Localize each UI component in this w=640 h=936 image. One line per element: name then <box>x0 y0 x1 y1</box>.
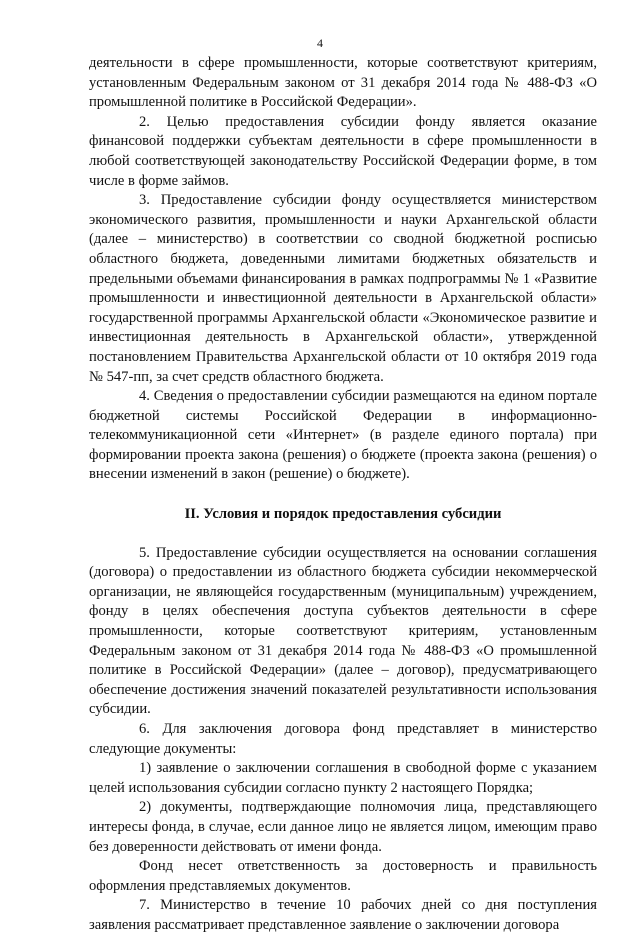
paragraph-responsibility: Фонд несет ответственность за достоверность и правильность оформления представляемых документов. <box>89 858 597 894</box>
paragraph-7: 7. Министерство в течение 10 рабочих дней со дня поступления заявления рассматривает представленное заявление о заключении договора <box>89 897 597 933</box>
paragraph-5: 5. Предоставление субсидии осуществляется на основании соглашения (договора) о предоставлении из областного бюджета субсидии некоммерческой организации, не являющейся государственным (муниципальным) учреждением, фонду в целях обеспечения доступа субъектов деятельности в сфере промышленности, которые соответствуют критериям, установленным Федеральным законом от 31 декабря 2014 года № 488-ФЗ «О промышленной политике в Российской Федерации» (далее – договор), предусматривающего обеспечение достижения значений показателей результативности использования субсидии. <box>89 544 597 718</box>
paragraph-4: 4. Сведения о предоставлении субсидии размещаются на едином портале бюджетной системы Российской Федерации в информационно-телекоммуникационной сети «Интернет» (в разделе единого портала) при формировании проекта закона (решения) о бюджете (проекта закона (решения) о внесении изменений в закон (решение) о бюджете). <box>89 388 597 483</box>
page-number: 4 <box>317 36 323 50</box>
paragraph-6-item-2: 2) документы, подтверждающие полномочия лица, представляющего интересы фонда, в случае, если данное лицо не является лицом, имеющим право без доверенности действовать от имени фонда. <box>89 799 597 855</box>
paragraph-3: 3. Предоставление субсидии фонду осуществляется министерством экономического развития, промышленности и науки Архангельской области (далее – министерство) в соответствии со сводной бюджетной росписью областного бюджета, доведенными лимитами бюджетных обязательств и предельными объемами финансирования в рамках подпрограммы № 1 «Развитие промышленности и инвестиционной деятельности в Архангельской области» государственной программы Архангельской области «Экономическое развитие и инвестиционная деятельность в Архангельской области», утвержденной постановлением Правительства Архангельской области от 10 октября 2019 года № 547-пп, за счет средств областного бюджета. <box>89 192 597 385</box>
document-body <box>89 54 597 936</box>
paragraph-6: 6. Для заключения договора фонд представляет в министерство следующие документы: <box>89 721 597 757</box>
paragraph-2: 2. Целью предоставления субсидии фонду является оказание финансовой поддержки субъектам деятельности в сфере промышленности в любой соответствующей законодательству Российской Федерации форме, в том числе в форме займов. <box>89 113 597 189</box>
section-heading: II. Условия и порядок предоставления субсидии <box>184 506 502 523</box>
paragraph-6-item-1: 1) заявление о заключении соглашения в свободной форме с указанием целей использования субсидии согласно пункту 2 настоящего Порядка; <box>89 760 597 796</box>
paragraph-continued: деятельности в сфере промышленности, которые соответствуют критериям, установленным Федеральным законом от 31 декабря 2014 года № 488-ФЗ «О промышленной политике в Российской Федерации». <box>89 55 597 111</box>
